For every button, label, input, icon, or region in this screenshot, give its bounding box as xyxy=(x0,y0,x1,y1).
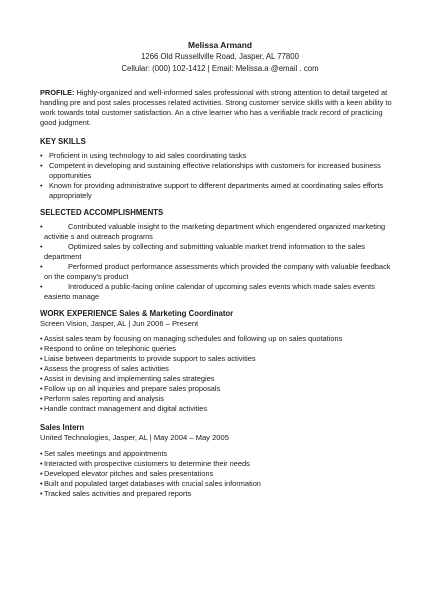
list-item: • Assist in devising and implementing sales strategies xyxy=(40,373,215,383)
key-skills-section xyxy=(40,136,400,201)
intern-company-line: United Technologies, Jasper, AL | May 2004 – May 2005 xyxy=(40,432,229,442)
profile-label: PROFILE: xyxy=(40,88,75,97)
candidate-name: Melissa Armand xyxy=(188,40,252,50)
list-item: • Assess the progress of sales activities xyxy=(40,363,169,373)
work-company-line: Screen Vision, Jasper, AL | Jun 2006 – Present xyxy=(40,319,199,328)
profile-text: Highly-organized and well-informed sales professional with strong attention to detail targeted at handling pre and post sales processes related activities. Strong customer service skills with a keen ability to work towards total customer satisfaction. An a ctive learner who has a verifiable track record of practicing good judgment. xyxy=(40,88,392,127)
work-duties-list xyxy=(40,334,400,414)
contact-line: Cellular: (000) 102-1412 | Email: Melissa.a @email . com xyxy=(121,63,319,73)
intern-duties-list xyxy=(40,449,400,499)
list-item: • Built and populated target databases with crucial sales information xyxy=(40,479,261,488)
list-item: • Interacted with prospective customers to determine their needs xyxy=(40,459,250,468)
intern-title: Sales Intern xyxy=(40,422,85,432)
list-item: • Perform sales reporting and analysis xyxy=(40,393,164,403)
list-item: • Assist sales team by focusing on managing schedules and following up on sales quotations xyxy=(40,333,343,343)
accomplishments-section xyxy=(40,207,400,302)
profile-section xyxy=(40,88,400,128)
list-item: • Tracked sales activities and prepared reports xyxy=(40,489,192,498)
work-experience-section xyxy=(40,308,400,414)
list-item: • Known for providing administrative support to different departments aimed at coordinating sales efforts appropriately xyxy=(40,181,384,200)
list-item: • Introduced a public-facing online calendar of upcoming sales events which made sales events easierto manage xyxy=(40,282,375,301)
list-item: • Performed product performance assessments which provided the company with valuable feedback on the company's product xyxy=(40,262,391,281)
list-item: • Follow up on all inquiries and prepare sales proposals xyxy=(40,383,221,393)
list-item: • Proficient in using technology to aid sales coordinating tasks xyxy=(40,151,247,160)
accomplishments-title: SELECTED ACCOMPLISHMENTS xyxy=(40,208,164,217)
list-item: • Competent in developing and sustaining effective relationships with customers for increased business opportunities xyxy=(40,161,381,180)
list-item: • Developed elevator pitches and sales presentations xyxy=(40,469,214,478)
list-item: • Contributed valuable insight to the marketing department which engendered organized marketing activitie s and outreach programs xyxy=(40,222,386,241)
resume-header xyxy=(40,40,400,74)
list-item: • Set sales meetings and appointments xyxy=(40,449,168,458)
work-experience-title: WORK EXPERIENCE Sales & Marketing Coordinator xyxy=(40,309,234,318)
resume-page xyxy=(0,40,440,609)
address-line: 1266 Old Russellville Road, Jasper, AL 77800 xyxy=(141,52,299,61)
list-item: • Handle contract management and digital activities xyxy=(40,403,208,413)
intern-section xyxy=(40,422,400,500)
key-skills-list xyxy=(40,151,400,201)
key-skills-title: KEY SKILLS xyxy=(40,137,86,146)
list-item: • Liaise between departments to provide support to sales activities xyxy=(40,353,256,363)
accomplishments-list xyxy=(40,222,400,302)
list-item: • Optimized sales by collecting and submitting valuable market trend information to the sales department xyxy=(40,242,366,261)
list-item: • Respond to online on telephonic queries xyxy=(40,343,176,353)
